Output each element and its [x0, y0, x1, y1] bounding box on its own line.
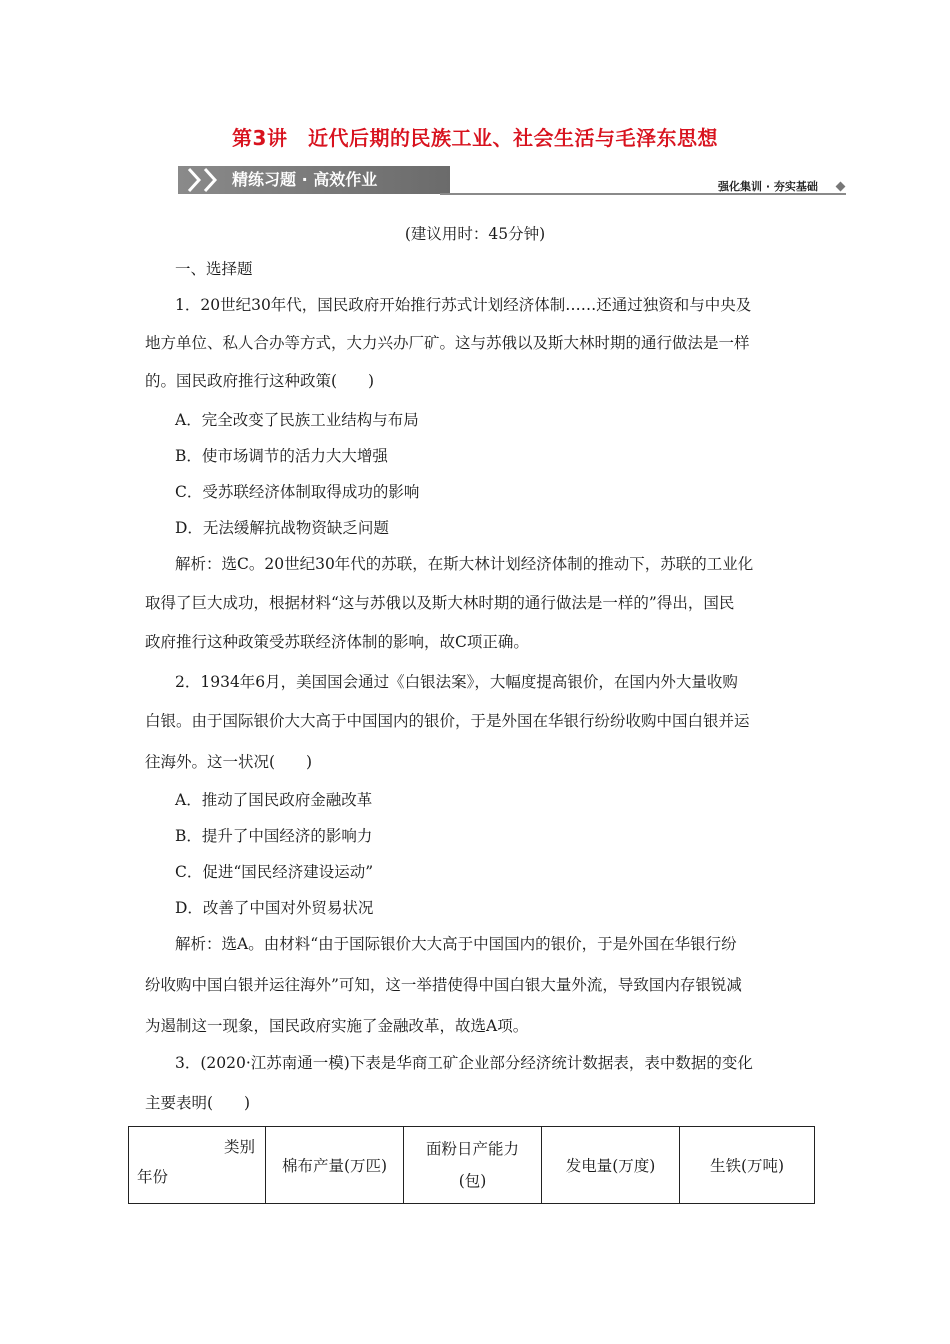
diamond-icon: [836, 182, 846, 192]
table-corner-year: 年份: [137, 1168, 169, 1186]
analysis-text: 解析：选A。由材料“由于国际银价大大高于中国国内的银价，于是外国在华银行纷: [175, 935, 737, 953]
answer-option: D．无法缓解抗战物资缺乏问题: [175, 519, 389, 537]
question-text: 主要表明( ): [145, 1094, 251, 1112]
table-corner-category: 类别: [223, 1138, 255, 1156]
table-header-line: (包): [458, 1172, 487, 1190]
question-text: 3．(2020·江苏南通一模)下表是华商工矿企业部分经济统计数据表，表中数据的变化: [175, 1054, 753, 1072]
table-header-row: [129, 1127, 815, 1204]
table-header-cell: 发电量(万度): [542, 1127, 680, 1204]
answer-option: C．受苏联经济体制取得成功的影响: [175, 483, 420, 501]
answer-option: D．改善了中国对外贸易状况: [175, 899, 374, 917]
banner-label: 精练习题 · 高效作业: [232, 170, 378, 189]
answer-option: A．推动了国民政府金融改革: [175, 791, 373, 809]
chevron-right-icon: [202, 166, 220, 194]
data-table: [128, 1126, 815, 1204]
answer-option: C．促进“国民经济建设运动”: [175, 863, 374, 881]
analysis-text: 纷收购中国白银并运往海外”可知，这一举措使得中国白银大量外流，导致国内存银锐减: [145, 976, 742, 994]
table-header-line: 面粉日产能力: [425, 1140, 519, 1158]
question-text: 地方单位、私人合办等方式，大力兴办厂矿。这与苏俄以及斯大林时期的通行做法是一样: [145, 334, 750, 352]
table-header-cell: 棉布产量(万匹): [266, 1127, 404, 1204]
analysis-text: 为遏制这一现象，国民政府实施了金融改革，故选A项。: [145, 1017, 529, 1035]
page-title: 第3讲 近代后期的民族工业、社会生活与毛泽东思想: [232, 126, 718, 150]
table-header-cell: 生铁(万吨): [680, 1127, 815, 1204]
answer-option: A．完全改变了民族工业结构与布局: [175, 411, 419, 429]
table-header-cell: [404, 1127, 542, 1204]
analysis-text: 解析：选C。20世纪30年代的苏联，在斯大林计划经济体制的推动下，苏联的工业化: [175, 555, 754, 573]
section-heading: 一、选择题: [175, 260, 253, 278]
time-hint: (建议用时：45分钟): [404, 225, 546, 243]
answer-option: B．提升了中国经济的影响力: [175, 827, 373, 845]
analysis-text: 取得了巨大成功，根据材料“这与苏俄以及斯大林时期的通行做法是一样的”得出，国民: [145, 594, 735, 612]
question-text: 往海外。这一状况( ): [145, 753, 313, 771]
question-text: 的。国民政府推行这种政策( ): [145, 372, 375, 390]
question-text: 1．20世纪30年代，国民政府开始推行苏式计划经济体制……还通过独资和与中央及: [175, 296, 752, 314]
banner-tagline: 强化集训 · 夯实基础: [718, 180, 818, 193]
answer-option: B．使市场调节的活力大大增强: [175, 447, 388, 465]
question-text: 2．1934年6月，美国国会通过《白银法案》，大幅度提高银价，在国内外大量收购: [175, 673, 738, 691]
analysis-text: 政府推行这种政策受苏联经济体制的影响，故C项正确。: [145, 633, 529, 651]
question-text: 白银。由于国际银价大大高于中国国内的银价，于是外国在华银行纷纷收购中国白银并运: [145, 712, 750, 730]
table-corner-cell: [129, 1127, 266, 1204]
